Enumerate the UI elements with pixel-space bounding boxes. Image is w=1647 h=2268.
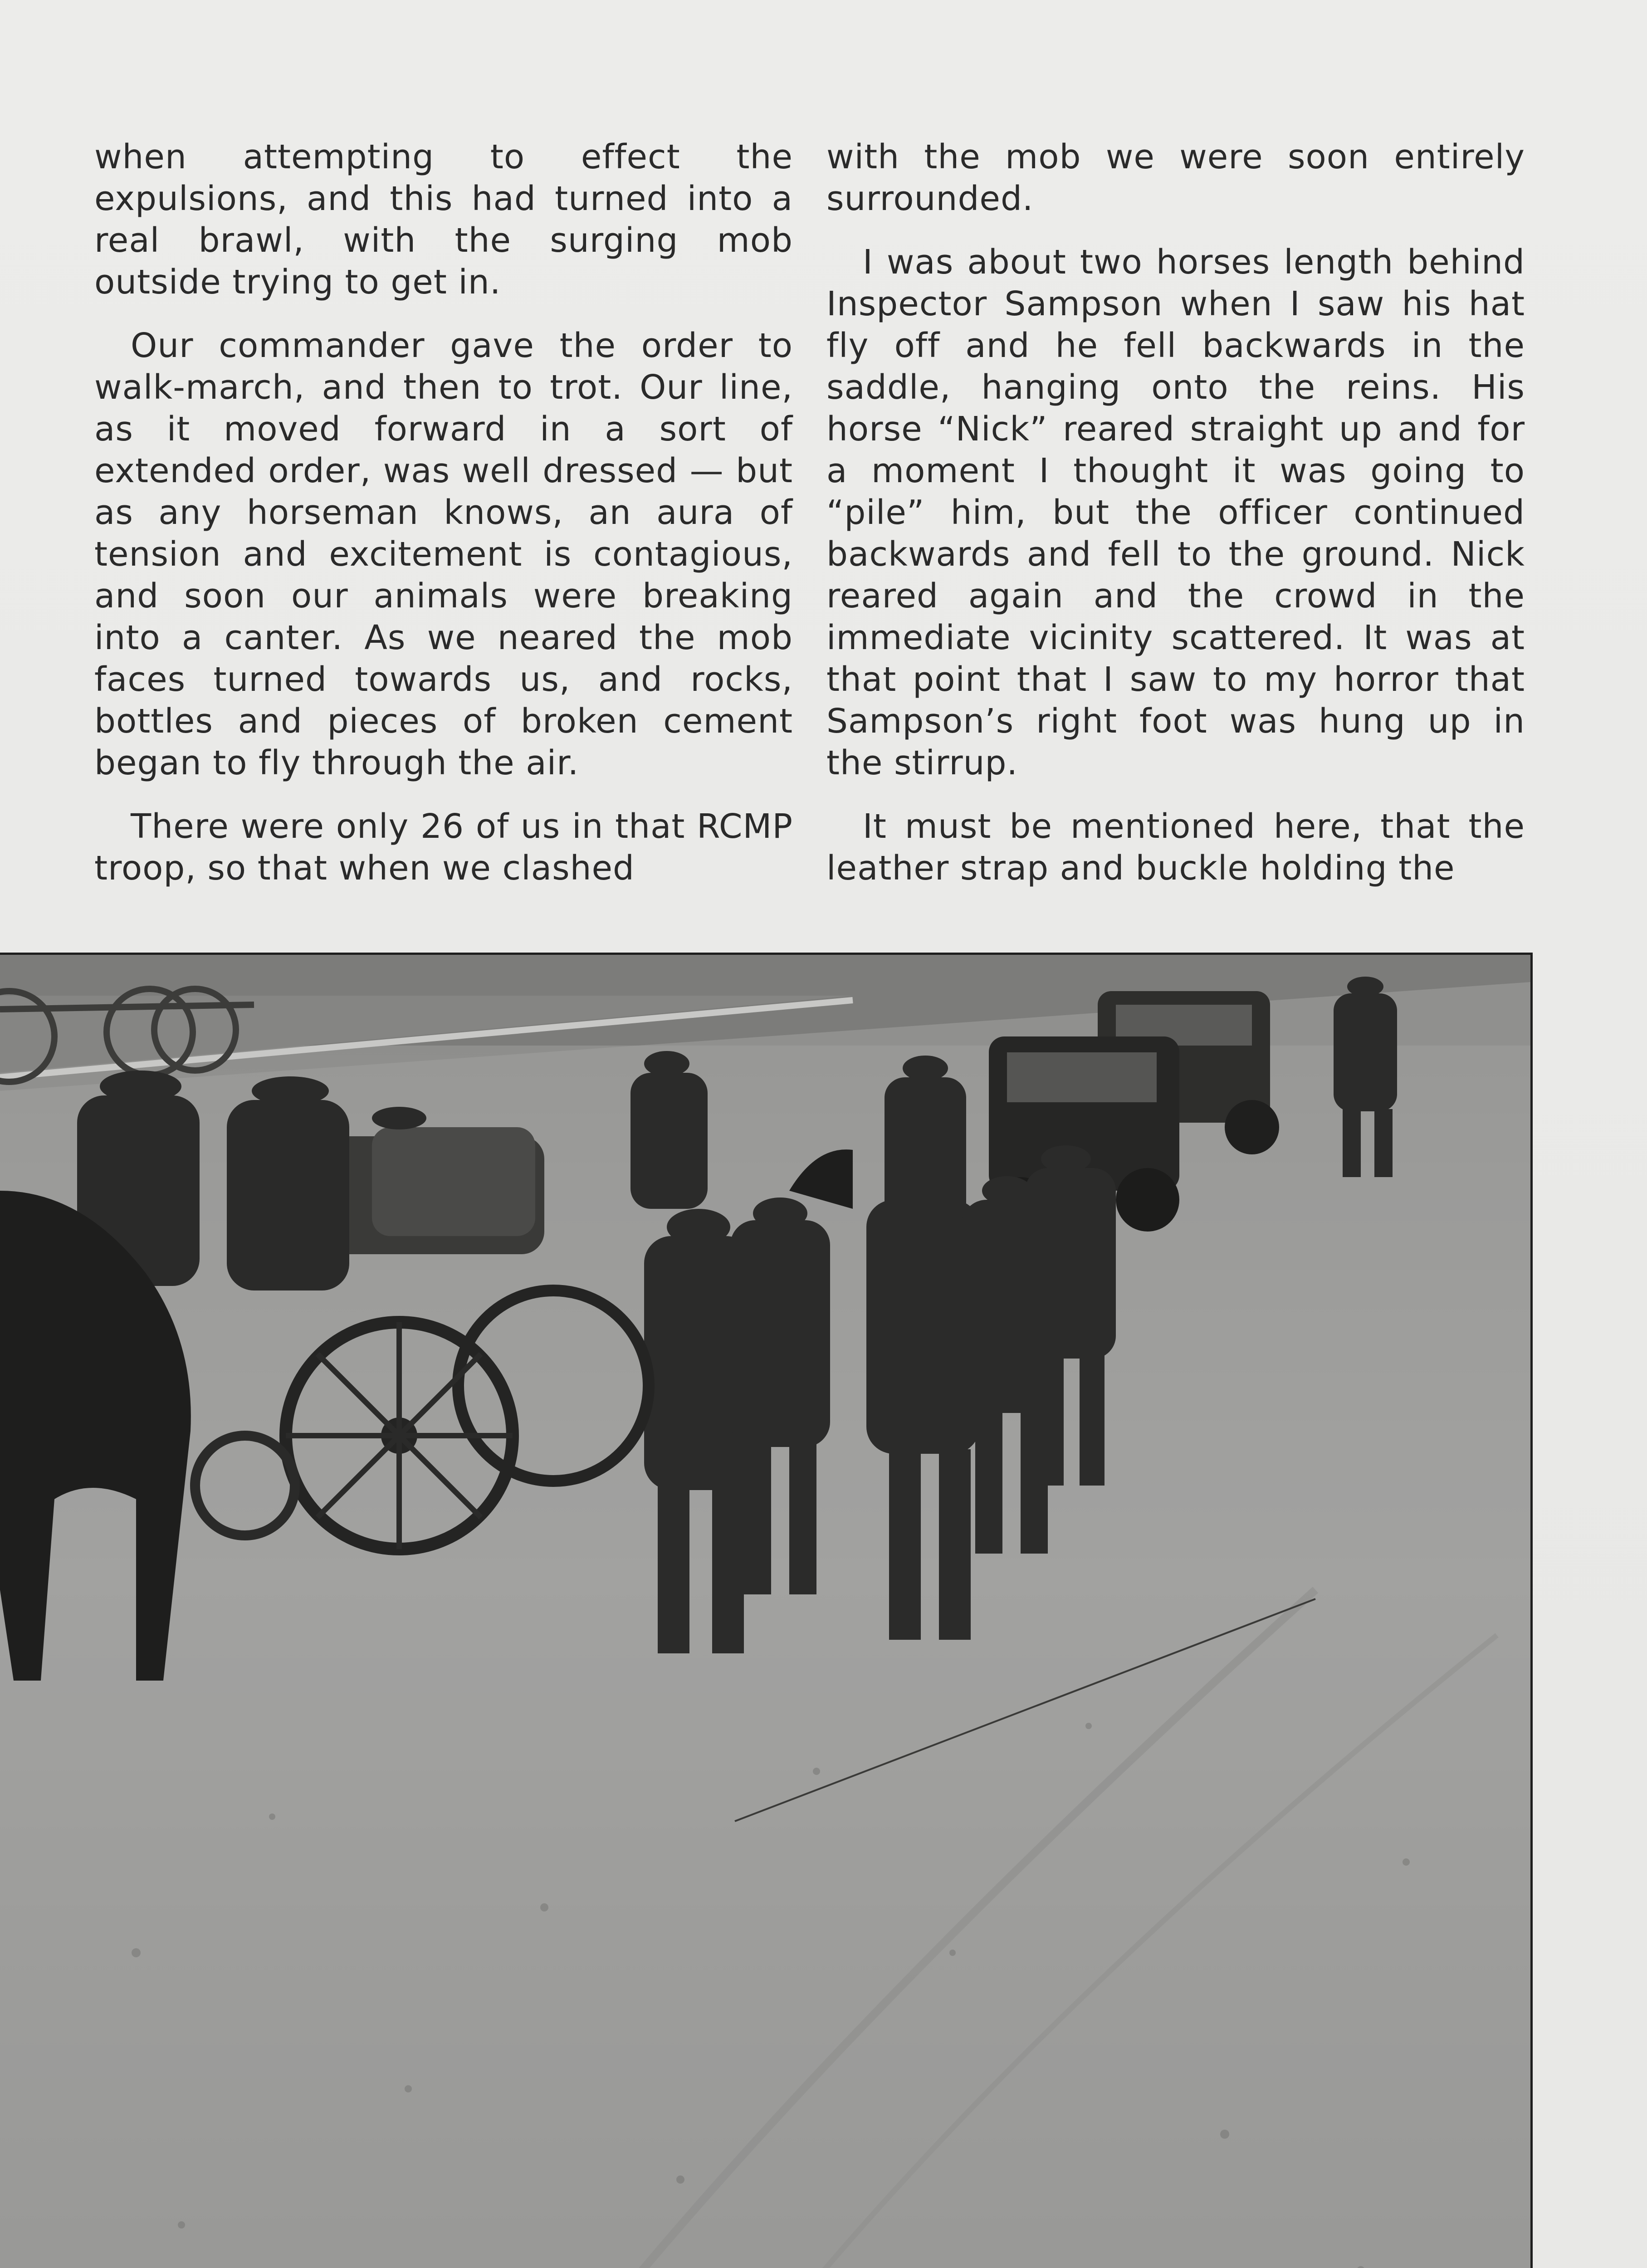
- paragraph: It must be mentioned here, that the leather strap and buckle holding the: [826, 807, 1525, 888]
- paragraph: when attempting to effect the expulsions, and this had turned into a real brawl, with the surging mob outside trying to get in.: [94, 137, 793, 302]
- paragraph: I was about two horses length behind Inspector Sampson when I saw his hat fly off and he fell backwards in the saddle, hanging onto the reins. His horse “Nick” reared straight up and for a moment I thought it was going to “pile” him, but the officer continued backwards and fell to the ground. Nick reared again and the crowd in the immediate vicinity scattered. It was at that point that I saw to my horror that Sampson’s right foot was hung up in the stirrup.: [826, 243, 1525, 782]
- photograph-funeral-procession-icon: [0, 955, 1530, 2268]
- funeral-procession-photo: [0, 953, 1533, 2268]
- paragraph: with the mob we were soon entirely surrounded.: [826, 137, 1525, 218]
- article-column-right: [826, 136, 1525, 911]
- paragraph: There were only 26 of us in that RCMP troop, so that when we clashed: [94, 807, 793, 888]
- paragraph: Our commander gave the order to walk-march, and then to trot. Our line, as it moved forward in a sort of extended order, was well dressed — but as any horseman knows, an aura of tension and excitement is contagious, and soon our animals were breaking into a canter. As we neared the mob faces turned towards us, and rocks, bottles and pieces of broken cement began to fly through the air.: [94, 326, 793, 782]
- article-column-left: [94, 136, 793, 911]
